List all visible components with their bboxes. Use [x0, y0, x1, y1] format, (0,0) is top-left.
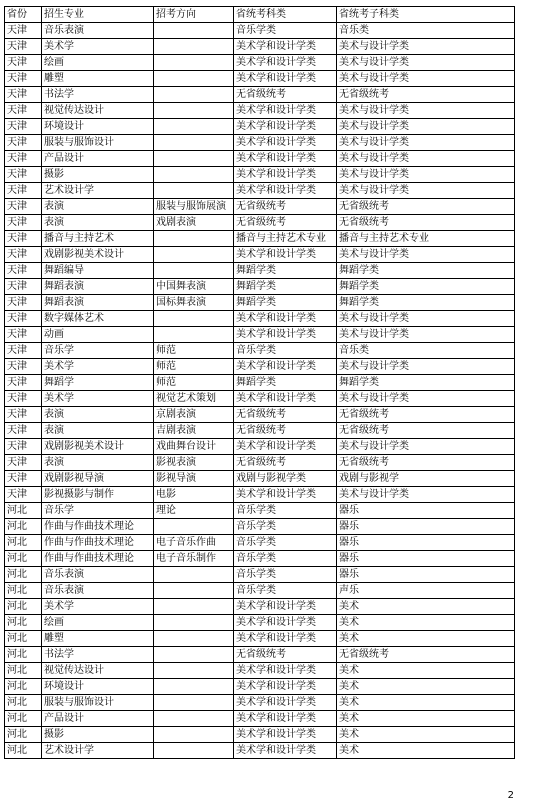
cell-direction: 电子音乐作曲	[154, 535, 234, 551]
table-row	[5, 311, 515, 327]
table-row	[5, 151, 515, 167]
cell-province: 天津	[5, 407, 42, 423]
cell-major: 环境设计	[42, 119, 154, 135]
cell-exam-subcategory: 美术	[337, 695, 515, 711]
cell-exam-subcategory: 美术与设计学类	[337, 311, 515, 327]
cell-exam-category: 美术学和设计学类	[234, 167, 337, 183]
cell-direction	[154, 743, 234, 759]
table-row	[5, 583, 515, 599]
cell-province: 天津	[5, 343, 42, 359]
cell-exam-subcategory: 美术与设计学类	[337, 39, 515, 55]
cell-exam-category: 美术学和设计学类	[234, 727, 337, 743]
cell-exam-category: 美术学和设计学类	[234, 359, 337, 375]
table-row	[5, 727, 515, 743]
cell-exam-subcategory: 器乐	[337, 551, 515, 567]
cell-exam-category: 舞蹈学类	[234, 375, 337, 391]
cell-major: 音乐学	[42, 343, 154, 359]
cell-exam-subcategory: 器乐	[337, 503, 515, 519]
cell-exam-category: 美术学和设计学类	[234, 71, 337, 87]
cell-exam-subcategory: 播音与主持艺术专业	[337, 231, 515, 247]
cell-major: 美术学	[42, 391, 154, 407]
cell-province: 河北	[5, 743, 42, 759]
cell-direction	[154, 631, 234, 647]
table-row	[5, 167, 515, 183]
table-row	[5, 327, 515, 343]
cell-direction	[154, 519, 234, 535]
cell-direction	[154, 55, 234, 71]
table-row	[5, 231, 515, 247]
cell-direction	[154, 327, 234, 343]
table-row	[5, 615, 515, 631]
cell-exam-category: 美术学和设计学类	[234, 631, 337, 647]
table-row	[5, 279, 515, 295]
cell-exam-category: 音乐学类	[234, 519, 337, 535]
cell-exam-category: 美术学和设计学类	[234, 663, 337, 679]
cell-exam-category: 美术学和设计学类	[234, 711, 337, 727]
cell-direction	[154, 183, 234, 199]
cell-province: 天津	[5, 23, 42, 39]
cell-direction	[154, 647, 234, 663]
cell-province: 天津	[5, 39, 42, 55]
table-row	[5, 695, 515, 711]
table-row	[5, 295, 515, 311]
cell-major: 美术学	[42, 39, 154, 55]
cell-province: 天津	[5, 471, 42, 487]
cell-exam-subcategory: 无省级统考	[337, 87, 515, 103]
cell-exam-category: 无省级统考	[234, 87, 337, 103]
cell-exam-category: 美术学和设计学类	[234, 487, 337, 503]
table-row	[5, 183, 515, 199]
cell-major: 表演	[42, 423, 154, 439]
cell-exam-category: 美术学和设计学类	[234, 743, 337, 759]
header-direction: 招考方向	[154, 7, 234, 23]
cell-province: 天津	[5, 87, 42, 103]
cell-province: 天津	[5, 423, 42, 439]
cell-exam-subcategory: 美术	[337, 679, 515, 695]
cell-major: 艺术设计学	[42, 743, 154, 759]
cell-province: 天津	[5, 263, 42, 279]
cell-exam-subcategory: 音乐类	[337, 343, 515, 359]
cell-major: 戏剧影视美术设计	[42, 247, 154, 263]
cell-exam-subcategory: 美术与设计学类	[337, 391, 515, 407]
cell-exam-subcategory: 舞蹈学类	[337, 295, 515, 311]
cell-province: 河北	[5, 519, 42, 535]
cell-exam-category: 戏剧与影视学类	[234, 471, 337, 487]
cell-province: 天津	[5, 183, 42, 199]
table-row	[5, 599, 515, 615]
table-row	[5, 567, 515, 583]
cell-province: 天津	[5, 247, 42, 263]
cell-direction: 师范	[154, 343, 234, 359]
cell-exam-category: 美术学和设计学类	[234, 39, 337, 55]
table-row	[5, 711, 515, 727]
cell-exam-category: 无省级统考	[234, 215, 337, 231]
table-row	[5, 55, 515, 71]
cell-major: 视觉传达设计	[42, 663, 154, 679]
cell-exam-subcategory: 美术与设计学类	[337, 71, 515, 87]
cell-exam-subcategory: 美术与设计学类	[337, 167, 515, 183]
cell-major: 表演	[42, 407, 154, 423]
cell-direction	[154, 263, 234, 279]
cell-exam-subcategory: 器乐	[337, 567, 515, 583]
cell-exam-subcategory: 美术与设计学类	[337, 359, 515, 375]
cell-direction	[154, 39, 234, 55]
cell-province: 河北	[5, 647, 42, 663]
table-body	[5, 23, 515, 759]
cell-exam-category: 音乐学类	[234, 503, 337, 519]
cell-province: 天津	[5, 103, 42, 119]
cell-major: 美术学	[42, 359, 154, 375]
cell-direction	[154, 71, 234, 87]
cell-exam-category: 美术学和设计学类	[234, 311, 337, 327]
cell-province: 河北	[5, 695, 42, 711]
cell-exam-category: 美术学和设计学类	[234, 327, 337, 343]
cell-exam-subcategory: 美术	[337, 631, 515, 647]
cell-direction	[154, 615, 234, 631]
cell-direction	[154, 231, 234, 247]
cell-province: 天津	[5, 327, 42, 343]
cell-exam-subcategory: 美术与设计学类	[337, 119, 515, 135]
enrollment-table	[4, 6, 515, 759]
table-row	[5, 263, 515, 279]
cell-direction: 师范	[154, 375, 234, 391]
table-row	[5, 119, 515, 135]
cell-direction: 影视表演	[154, 455, 234, 471]
table-row	[5, 71, 515, 87]
cell-major: 表演	[42, 215, 154, 231]
cell-direction: 视觉艺术策划	[154, 391, 234, 407]
cell-direction	[154, 247, 234, 263]
cell-major: 产品设计	[42, 151, 154, 167]
table-row	[5, 103, 515, 119]
table-row	[5, 359, 515, 375]
cell-exam-category: 无省级统考	[234, 647, 337, 663]
header-row	[5, 7, 515, 23]
table-row	[5, 487, 515, 503]
table-row	[5, 199, 515, 215]
table-row	[5, 743, 515, 759]
cell-province: 天津	[5, 359, 42, 375]
table-row	[5, 423, 515, 439]
cell-exam-category: 音乐学类	[234, 567, 337, 583]
cell-direction	[154, 583, 234, 599]
cell-province: 河北	[5, 615, 42, 631]
cell-direction: 师范	[154, 359, 234, 375]
table-row	[5, 135, 515, 151]
table-row	[5, 471, 515, 487]
cell-direction: 理论	[154, 503, 234, 519]
cell-major: 表演	[42, 199, 154, 215]
cell-exam-subcategory: 无省级统考	[337, 199, 515, 215]
table-row	[5, 631, 515, 647]
cell-exam-category: 美术学和设计学类	[234, 119, 337, 135]
cell-exam-category: 美术学和设计学类	[234, 391, 337, 407]
cell-major: 动画	[42, 327, 154, 343]
cell-exam-category: 音乐学类	[234, 551, 337, 567]
cell-exam-category: 无省级统考	[234, 423, 337, 439]
cell-province: 天津	[5, 151, 42, 167]
cell-major: 雕塑	[42, 631, 154, 647]
cell-exam-subcategory: 无省级统考	[337, 455, 515, 471]
cell-direction	[154, 87, 234, 103]
cell-major: 舞蹈编导	[42, 263, 154, 279]
cell-direction	[154, 663, 234, 679]
cell-major: 书法学	[42, 87, 154, 103]
cell-exam-subcategory: 舞蹈学类	[337, 279, 515, 295]
cell-major: 舞蹈学	[42, 375, 154, 391]
cell-major: 视觉传达设计	[42, 103, 154, 119]
cell-exam-subcategory: 美术	[337, 615, 515, 631]
table-row	[5, 391, 515, 407]
table-row	[5, 247, 515, 263]
cell-province: 天津	[5, 439, 42, 455]
cell-major: 服装与服饰设计	[42, 695, 154, 711]
cell-province: 天津	[5, 295, 42, 311]
cell-exam-category: 无省级统考	[234, 199, 337, 215]
cell-major: 绘画	[42, 615, 154, 631]
table-row	[5, 439, 515, 455]
cell-major: 戏剧影视导演	[42, 471, 154, 487]
cell-exam-subcategory: 无省级统考	[337, 647, 515, 663]
cell-exam-subcategory: 美术	[337, 599, 515, 615]
cell-major: 舞蹈表演	[42, 295, 154, 311]
table-row	[5, 455, 515, 471]
cell-direction	[154, 311, 234, 327]
header-exam-subcategory: 省统考子科类	[337, 7, 515, 23]
cell-exam-subcategory: 美术与设计学类	[337, 183, 515, 199]
table-row	[5, 343, 515, 359]
cell-exam-category: 美术学和设计学类	[234, 615, 337, 631]
cell-exam-subcategory: 美术与设计学类	[337, 439, 515, 455]
cell-major: 音乐学	[42, 503, 154, 519]
page-number: 2	[507, 790, 514, 801]
cell-exam-subcategory: 美术	[337, 711, 515, 727]
cell-exam-subcategory: 美术	[337, 727, 515, 743]
cell-exam-category: 美术学和设计学类	[234, 439, 337, 455]
cell-major: 书法学	[42, 647, 154, 663]
cell-exam-category: 音乐学类	[234, 535, 337, 551]
cell-major: 表演	[42, 455, 154, 471]
cell-exam-category: 音乐学类	[234, 23, 337, 39]
table-row	[5, 375, 515, 391]
cell-direction	[154, 599, 234, 615]
cell-exam-category: 舞蹈学类	[234, 279, 337, 295]
cell-exam-subcategory: 戏剧与影视学	[337, 471, 515, 487]
cell-major: 音乐表演	[42, 567, 154, 583]
cell-exam-category: 舞蹈学类	[234, 263, 337, 279]
table-row	[5, 503, 515, 519]
cell-exam-subcategory: 美术与设计学类	[337, 487, 515, 503]
cell-direction	[154, 119, 234, 135]
cell-direction: 电子音乐制作	[154, 551, 234, 567]
cell-major: 雕塑	[42, 71, 154, 87]
cell-major: 数字媒体艺术	[42, 311, 154, 327]
cell-major: 摄影	[42, 167, 154, 183]
cell-major: 绘画	[42, 55, 154, 71]
cell-exam-category: 美术学和设计学类	[234, 679, 337, 695]
table-row	[5, 663, 515, 679]
cell-province: 天津	[5, 391, 42, 407]
cell-exam-subcategory: 美术与设计学类	[337, 247, 515, 263]
cell-direction	[154, 695, 234, 711]
cell-major: 戏剧影视美术设计	[42, 439, 154, 455]
cell-direction	[154, 103, 234, 119]
cell-direction	[154, 711, 234, 727]
cell-major: 摄影	[42, 727, 154, 743]
cell-direction	[154, 151, 234, 167]
cell-province: 天津	[5, 199, 42, 215]
cell-exam-category: 音乐学类	[234, 583, 337, 599]
cell-exam-category: 无省级统考	[234, 407, 337, 423]
cell-direction: 电影	[154, 487, 234, 503]
cell-direction: 服装与服饰展演	[154, 199, 234, 215]
cell-province: 天津	[5, 119, 42, 135]
cell-province: 河北	[5, 583, 42, 599]
cell-province: 河北	[5, 567, 42, 583]
cell-province: 天津	[5, 231, 42, 247]
cell-direction: 国标舞表演	[154, 295, 234, 311]
table-row	[5, 535, 515, 551]
cell-exam-subcategory: 音乐类	[337, 23, 515, 39]
cell-direction	[154, 679, 234, 695]
cell-exam-category: 音乐学类	[234, 343, 337, 359]
cell-exam-subcategory: 器乐	[337, 519, 515, 535]
header-province: 省份	[5, 7, 42, 23]
cell-exam-subcategory: 声乐	[337, 583, 515, 599]
cell-province: 河北	[5, 551, 42, 567]
table-row	[5, 87, 515, 103]
cell-exam-category: 美术学和设计学类	[234, 55, 337, 71]
cell-major: 美术学	[42, 599, 154, 615]
cell-direction	[154, 135, 234, 151]
cell-exam-subcategory: 美术与设计学类	[337, 55, 515, 71]
cell-exam-category: 美术学和设计学类	[234, 599, 337, 615]
cell-direction: 戏曲舞台设计	[154, 439, 234, 455]
table-row	[5, 551, 515, 567]
cell-exam-subcategory: 美术与设计学类	[337, 327, 515, 343]
cell-exam-category: 美术学和设计学类	[234, 103, 337, 119]
cell-province: 天津	[5, 311, 42, 327]
cell-direction	[154, 727, 234, 743]
cell-exam-category: 美术学和设计学类	[234, 151, 337, 167]
cell-direction	[154, 23, 234, 39]
cell-direction	[154, 567, 234, 583]
cell-major: 环境设计	[42, 679, 154, 695]
cell-major: 舞蹈表演	[42, 279, 154, 295]
cell-exam-category: 舞蹈学类	[234, 295, 337, 311]
cell-province: 河北	[5, 631, 42, 647]
cell-exam-subcategory: 无省级统考	[337, 215, 515, 231]
header-exam-category: 省统考科类	[234, 7, 337, 23]
cell-exam-subcategory: 器乐	[337, 535, 515, 551]
cell-exam-category: 美术学和设计学类	[234, 247, 337, 263]
header-major: 招生专业	[42, 7, 154, 23]
cell-province: 天津	[5, 279, 42, 295]
cell-province: 河北	[5, 679, 42, 695]
cell-direction: 中国舞表演	[154, 279, 234, 295]
cell-exam-category: 无省级统考	[234, 455, 337, 471]
cell-direction: 戏剧表演	[154, 215, 234, 231]
cell-province: 河北	[5, 535, 42, 551]
cell-province: 河北	[5, 727, 42, 743]
cell-exam-subcategory: 美术与设计学类	[337, 135, 515, 151]
table-row	[5, 215, 515, 231]
cell-province: 天津	[5, 375, 42, 391]
cell-province: 河北	[5, 599, 42, 615]
cell-direction: 吉剧表演	[154, 423, 234, 439]
cell-major: 服装与服饰设计	[42, 135, 154, 151]
cell-major: 音乐表演	[42, 583, 154, 599]
cell-exam-subcategory: 美术与设计学类	[337, 103, 515, 119]
table-row	[5, 39, 515, 55]
cell-exam-subcategory: 舞蹈学类	[337, 375, 515, 391]
cell-exam-category: 美术学和设计学类	[234, 135, 337, 151]
cell-major: 艺术设计学	[42, 183, 154, 199]
cell-province: 天津	[5, 455, 42, 471]
cell-province: 天津	[5, 167, 42, 183]
cell-direction: 影视导演	[154, 471, 234, 487]
cell-province: 天津	[5, 55, 42, 71]
cell-province: 天津	[5, 135, 42, 151]
cell-exam-category: 播音与主持艺术专业	[234, 231, 337, 247]
table-row	[5, 407, 515, 423]
cell-major: 作曲与作曲技术理论	[42, 551, 154, 567]
cell-province: 天津	[5, 71, 42, 87]
table-row	[5, 679, 515, 695]
cell-major: 音乐表演	[42, 23, 154, 39]
table-row	[5, 647, 515, 663]
cell-major: 播音与主持艺术	[42, 231, 154, 247]
table-row	[5, 519, 515, 535]
cell-province: 河北	[5, 503, 42, 519]
cell-province: 河北	[5, 711, 42, 727]
cell-exam-subcategory: 美术	[337, 663, 515, 679]
cell-exam-subcategory: 舞蹈学类	[337, 263, 515, 279]
cell-major: 影视摄影与制作	[42, 487, 154, 503]
table-row	[5, 23, 515, 39]
cell-major: 作曲与作曲技术理论	[42, 535, 154, 551]
cell-province: 天津	[5, 487, 42, 503]
cell-province: 河北	[5, 663, 42, 679]
cell-exam-subcategory: 无省级统考	[337, 423, 515, 439]
cell-direction: 京剧表演	[154, 407, 234, 423]
cell-major: 产品设计	[42, 711, 154, 727]
cell-province: 天津	[5, 215, 42, 231]
cell-direction	[154, 167, 234, 183]
cell-exam-subcategory: 美术	[337, 743, 515, 759]
cell-exam-category: 美术学和设计学类	[234, 695, 337, 711]
cell-major: 作曲与作曲技术理论	[42, 519, 154, 535]
cell-exam-subcategory: 美术与设计学类	[337, 151, 515, 167]
cell-exam-category: 美术学和设计学类	[234, 183, 337, 199]
cell-exam-subcategory: 无省级统考	[337, 407, 515, 423]
